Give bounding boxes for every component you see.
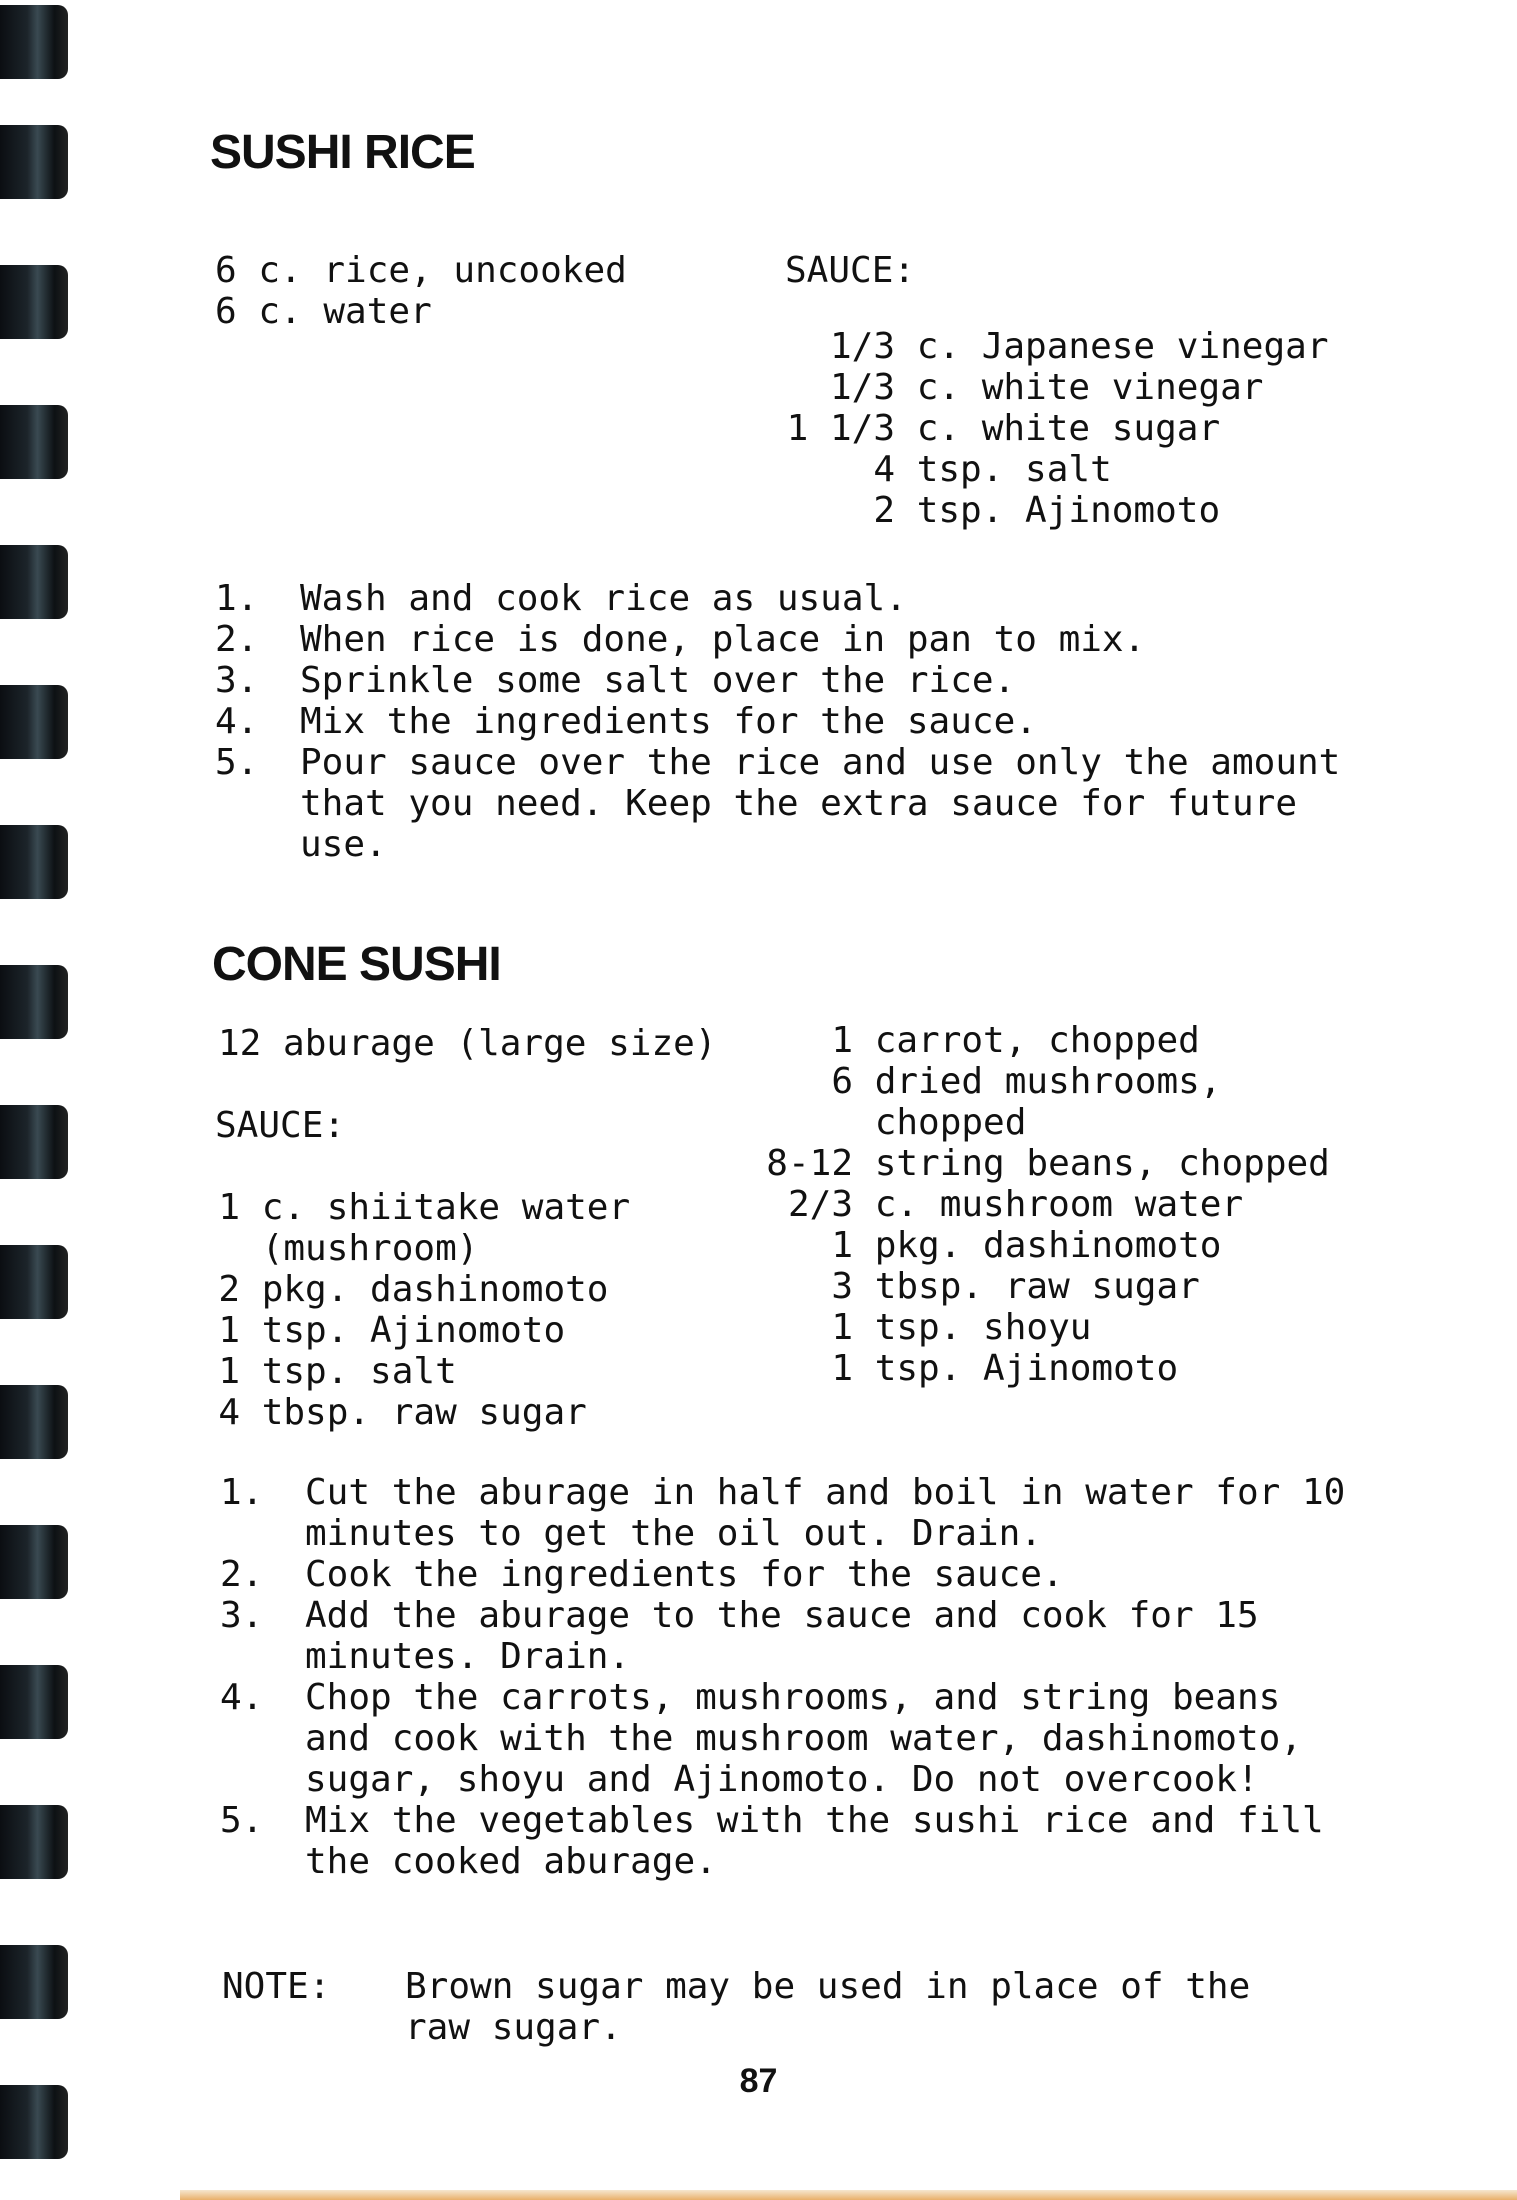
ingredient-line [218, 1187, 630, 1228]
sushi-rice-sauce-ingredients [760, 326, 1329, 531]
ingredient-qty: 2 [218, 1269, 240, 1310]
binding-ring [0, 405, 68, 479]
sushi-rice-steps [215, 578, 1365, 865]
cone-sushi-sauce-ingredients [218, 1187, 630, 1433]
ingredient-line [765, 1348, 1330, 1389]
sauce-label: SAUCE: [785, 250, 916, 291]
ingredient-text: pkg. dashinomoto [261, 1269, 609, 1310]
ingredient-qty: 1 [831, 1348, 853, 1389]
step-item [215, 701, 1365, 742]
page-bottom-edge [180, 2190, 1517, 2200]
ingredient-qty: 1/3 [829, 326, 895, 367]
ingredient-qty: 1 [831, 1225, 853, 1266]
step-number: 1. [220, 1472, 264, 1513]
cone-sushi-steps [220, 1472, 1350, 1882]
step-number: 5. [220, 1800, 264, 1841]
ingredient-text: c. Japanese vinegar [916, 326, 1329, 367]
ingredient-qty: 8-12 [766, 1143, 853, 1184]
sauce-label: SAUCE: [215, 1105, 346, 1146]
ingredient-line [218, 1392, 630, 1433]
step-text: Wash and cook rice as usual. [300, 578, 907, 619]
ingredient-line [760, 326, 1329, 367]
step-item [215, 578, 1365, 619]
ingredient-line [760, 490, 1329, 531]
ingredient-qty: 1 [831, 1020, 853, 1061]
step-item [220, 1677, 1350, 1800]
ingredient-line [218, 1310, 630, 1351]
recipe-title-sushi-rice: SUSHI RICE [210, 126, 475, 179]
step-text: Cut the aburage in half and boil in water for 10 minutes to get the oil out. Drain. [305, 1472, 1346, 1554]
note-label: NOTE: [222, 1966, 331, 2007]
ingredient-line [765, 1266, 1330, 1307]
ingredient-qty: 1 [218, 1351, 240, 1392]
ingredient-qty [765, 1102, 853, 1143]
ingredient-text: tsp. shoyu [874, 1307, 1092, 1348]
binding-ring [0, 1945, 68, 2019]
step-number: 2. [220, 1554, 264, 1595]
ingredient-text: c. mushroom water [874, 1184, 1244, 1225]
step-item [215, 619, 1365, 660]
ingredient-text: pkg. dashinomoto [874, 1225, 1222, 1266]
ingredient-qty: 4 [218, 1392, 240, 1433]
step-number: 3. [220, 1595, 264, 1636]
ingredient-text: tsp. Ajinomoto [261, 1310, 566, 1351]
note [222, 1966, 1322, 2048]
step-item [220, 1800, 1350, 1882]
binding-ring [0, 685, 68, 759]
step-number: 1. [215, 578, 259, 619]
ingredient-line [760, 367, 1329, 408]
ingredient-line [765, 1225, 1330, 1266]
ingredient-text: string beans, chopped [874, 1143, 1330, 1184]
recipe-title-cone-sushi: CONE SUSHI [212, 938, 501, 991]
ingredient-line [765, 1184, 1330, 1225]
step-text: When rice is done, place in pan to mix. [300, 619, 1146, 660]
step-number: 5. [215, 742, 259, 783]
binding-ring [0, 1665, 68, 1739]
ingredient-line [765, 1102, 1330, 1143]
step-text: Mix the ingredients for the sauce. [300, 701, 1037, 742]
ingredient-line [760, 408, 1329, 449]
ingredient-text: tsp. salt [916, 449, 1112, 490]
binding-ring [0, 1245, 68, 1319]
binding-ring [0, 5, 68, 79]
main-ingredient: 12 aburage (large size) [218, 1023, 717, 1064]
step-text: Sprinkle some salt over the rice. [300, 660, 1016, 701]
ingredient-line: 6 c. rice, uncooked [215, 250, 627, 291]
ingredient-text: carrot, chopped [874, 1020, 1200, 1061]
ingredient-text: (mushroom) [261, 1228, 479, 1269]
ingredient-text: tbsp. raw sugar [261, 1392, 587, 1433]
note-text: Brown sugar may be used in place of the raw sugar. [405, 1966, 1251, 2048]
step-number: 3. [215, 660, 259, 701]
page-number: 87 [739, 2062, 778, 2100]
step-item [220, 1554, 1350, 1595]
step-number: 4. [220, 1677, 264, 1718]
ingredient-line [218, 1351, 630, 1392]
binding-ring [0, 1805, 68, 1879]
step-text: Cook the ingredients for the sauce. [305, 1554, 1064, 1595]
ingredient-line [765, 1020, 1330, 1061]
ingredient-text: c. white vinegar [916, 367, 1264, 408]
ingredient-line [760, 449, 1329, 490]
ingredient-qty: 1 [218, 1310, 240, 1351]
ingredient-line [218, 1269, 630, 1310]
ingredient-qty: 1 1/3 [786, 408, 895, 449]
step-item [215, 742, 1365, 865]
step-number: 4. [215, 701, 259, 742]
ingredient-line: 6 c. water [215, 291, 432, 332]
step-text: Mix the vegetables with the sushi rice and fill the cooked aburage. [305, 1800, 1324, 1882]
binding-ring [0, 265, 68, 339]
cone-sushi-filling-ingredients [765, 1020, 1330, 1389]
binding-ring [0, 1385, 68, 1459]
binding-ring [0, 825, 68, 899]
ingredient-qty: 2 [873, 490, 895, 531]
ingredient-qty: 1 [218, 1187, 240, 1228]
ingredient-text: tbsp. raw sugar [874, 1266, 1200, 1307]
step-item [220, 1595, 1350, 1677]
ingredient-line [218, 1228, 630, 1269]
sushi-rice-ingredients [215, 250, 627, 332]
ingredient-text: chopped [874, 1102, 1027, 1143]
binding-ring [0, 1525, 68, 1599]
step-text: Pour sauce over the rice and use only the amount that you need. Keep the extra sauce for future use. [300, 742, 1341, 865]
ingredient-qty: 2/3 [787, 1184, 853, 1225]
ingredient-text: c. shiitake water [261, 1187, 631, 1228]
ingredient-text: c. white sugar [916, 408, 1221, 449]
ingredient-text: tsp. salt [261, 1351, 457, 1392]
binding-ring [0, 545, 68, 619]
ingredient-qty: 1 [831, 1307, 853, 1348]
ingredient-qty: 6 [831, 1061, 853, 1102]
ingredient-qty [218, 1228, 240, 1269]
ingredient-text: tsp. Ajinomoto [916, 490, 1221, 531]
step-text: Add the aburage to the sauce and cook for 15 minutes. Drain. [305, 1595, 1259, 1677]
ingredient-qty: 3 [831, 1266, 853, 1307]
spiral-binding [0, 0, 80, 2200]
ingredient-text: dried mushrooms, [874, 1061, 1222, 1102]
ingredient-line [765, 1061, 1330, 1102]
ingredient-qty: 4 [873, 449, 895, 490]
ingredient-line [765, 1307, 1330, 1348]
step-number: 2. [215, 619, 259, 660]
ingredient-line [765, 1143, 1330, 1184]
binding-ring [0, 1105, 68, 1179]
step-item [215, 660, 1365, 701]
ingredient-qty: 1/3 [829, 367, 895, 408]
step-text: Chop the carrots, mushrooms, and string beans and cook with the mushroom water, dashinomoto, sugar, shoyu and Ajinomoto. Do not overcook! [305, 1677, 1302, 1800]
ingredient-text: tsp. Ajinomoto [874, 1348, 1179, 1389]
binding-ring [0, 125, 68, 199]
step-item [220, 1472, 1350, 1554]
binding-ring [0, 965, 68, 1039]
